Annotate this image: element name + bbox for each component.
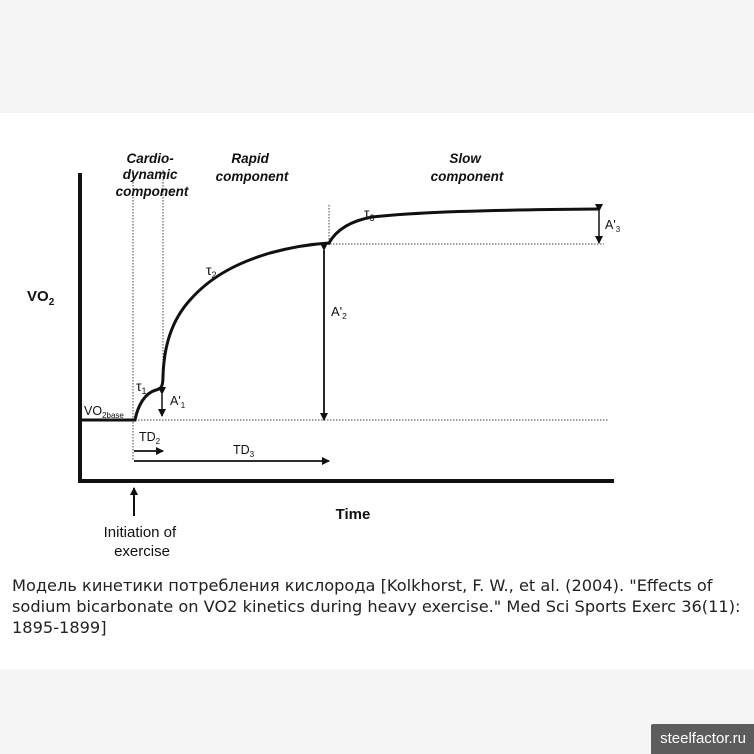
x-axis-label: Time: [335, 506, 371, 523]
a2-label: $A'_2$: [331, 304, 347, 321]
a1-label: $A'_1$: [170, 394, 186, 410]
site-watermark: steelfactor.ru: [651, 724, 754, 754]
rapid-phase-title: Rapid component: [215, 151, 289, 184]
initiation-label: Initiation of exercise: [103, 524, 177, 560]
td3-label: $TD_3$: [233, 443, 255, 459]
slow-phase-title: Slow component: [430, 151, 504, 184]
y-axis-label: $VO_2$: [27, 288, 55, 308]
baseline-label: $VO_{2base}$: [84, 404, 124, 420]
a3-label: $A'_3$: [605, 218, 621, 234]
td2-label: $TD_2$: [139, 430, 161, 446]
vo2-kinetics-diagram: [0, 113, 754, 573]
top-background-band: [0, 0, 754, 113]
bottom-background-band: [0, 669, 754, 754]
cardio-phase-title: Cardio- dynamic component: [115, 151, 189, 199]
tau2-label: $\tau_2$: [206, 262, 217, 280]
figure-caption: Модель кинетики потребления кислорода [Kolkhorst, F. W., et al. (2004). "Effects of sodium bicarbonate on VO2 kinetics during heavy exercise." Med Sci Sports Exerc 36(11): 1895-1899]: [12, 576, 741, 637]
tau3-label: $\tau_3$: [364, 205, 375, 223]
tau1-label: $\tau_1$: [136, 378, 147, 396]
